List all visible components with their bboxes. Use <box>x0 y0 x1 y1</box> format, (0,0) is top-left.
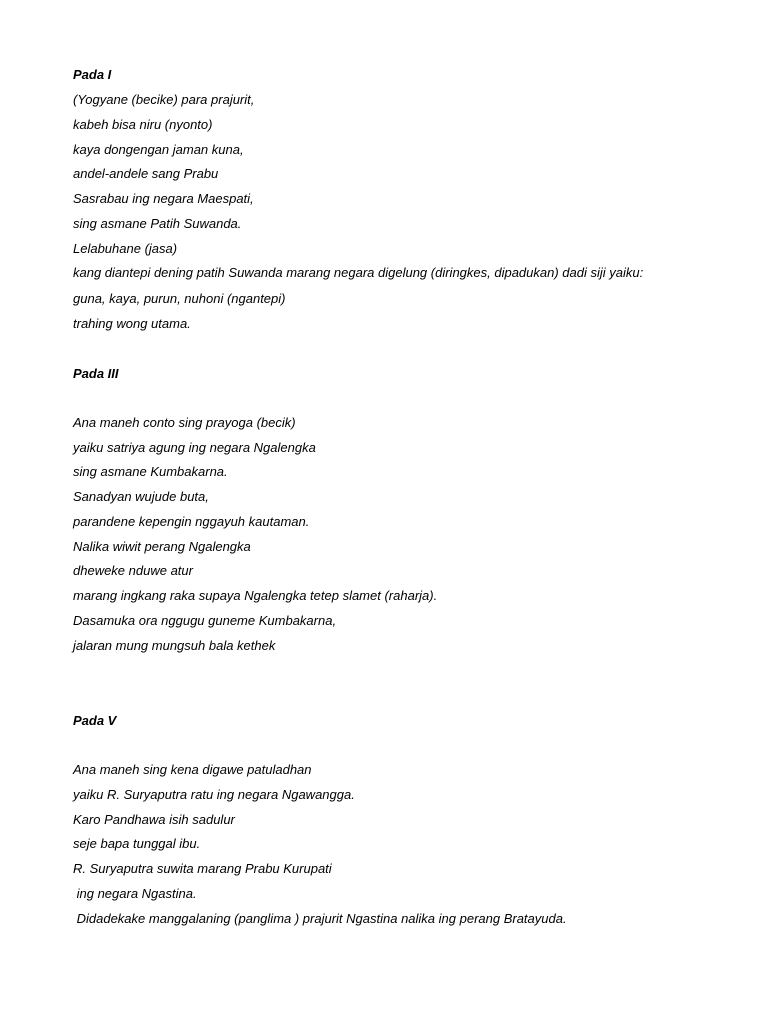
verse-line: sing asmane Patih Suwanda. <box>73 216 242 231</box>
verse-line: kang diantepi dening patih Suwanda marang negara digelung (diringkes, dipadukan) dadi siji yaiku: <box>73 265 644 280</box>
verse-line: andel-andele sang Prabu <box>73 166 219 181</box>
verse-line: guna, kaya, purun, nuhoni (ngantepi) <box>73 291 286 306</box>
verse-line: yaiku satriya agung ing negara Ngalengka <box>73 440 316 455</box>
verse-line: Sasrabau ing negara Maespati, <box>73 191 254 206</box>
verse-line: ing negara Ngastina. <box>73 886 197 901</box>
verse-line: seje bapa tunggal ibu. <box>73 836 201 851</box>
verse-line: Karo Pandhawa isih sadulur <box>73 812 235 827</box>
verse-line: Nalika wiwit perang Ngalengka <box>73 539 251 554</box>
verse-line: parandene kepengin nggayuh kautaman. <box>73 514 310 529</box>
verse-line: marang ingkang raka supaya Ngalengka tetep slamet (raharja). <box>73 588 438 603</box>
verse-line: Ana maneh conto sing prayoga (becik) <box>73 415 296 430</box>
verse-line: trahing wong utama. <box>73 316 191 331</box>
verse-line: R. Suryaputra suwita marang Prabu Kurupati <box>73 861 332 876</box>
verse-line: sing asmane Kumbakarna. <box>73 464 228 479</box>
section-heading-pada-iii: Pada III <box>73 366 119 381</box>
verse-line: kabeh bisa niru (nyonto) <box>73 117 213 132</box>
verse-line: Lelabuhane (jasa) <box>73 241 178 256</box>
verse-line: yaiku R. Suryaputra ratu ing negara Ngawangga. <box>73 787 355 802</box>
verse-line: Sanadyan wujude buta, <box>73 489 209 504</box>
verse-line: Dasamuka ora nggugu guneme Kumbakarna, <box>73 613 337 628</box>
verse-line: kaya dongengan jaman kuna, <box>73 142 244 157</box>
verse-line: dheweke nduwe atur <box>73 563 193 578</box>
section-heading-pada-v: Pada V <box>73 713 117 728</box>
verse-line: (Yogyane (becike) para prajurit, <box>73 92 255 107</box>
verse-line: Ana maneh sing kena digawe patuladhan <box>73 762 312 777</box>
verse-line: jalaran mung mungsuh bala kethek <box>73 638 276 653</box>
section-heading-pada-i: Pada I <box>73 67 112 82</box>
verse-line: Didadekake manggalaning (panglima ) prajurit Ngastina nalika ing perang Bratayuda. <box>73 911 567 926</box>
